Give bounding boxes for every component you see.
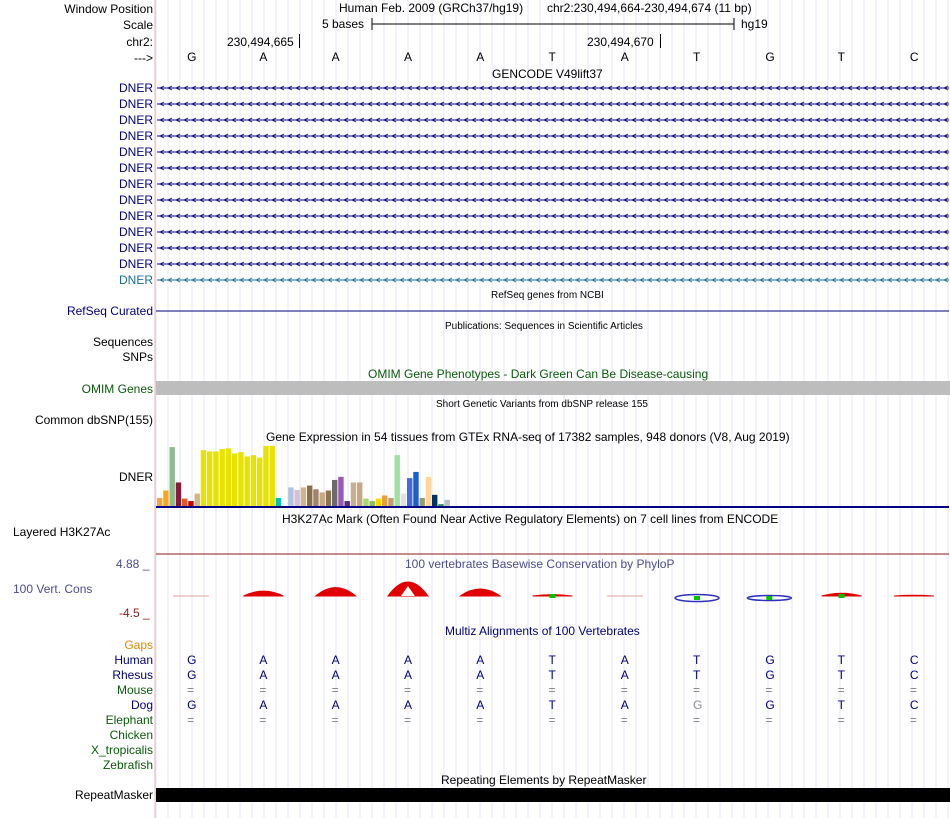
alignment-base: T xyxy=(837,698,845,712)
gtex-tissue-bar xyxy=(201,450,206,506)
gtex-tissue-bar xyxy=(295,490,300,506)
scale-db: hg19 xyxy=(741,17,768,31)
species-label-human[interactable]: Human xyxy=(114,653,153,667)
gtex-tissue-bar xyxy=(413,472,418,506)
assembly-text: Human Feb. 2009 (GRCh37/hg19) xyxy=(339,1,524,15)
gtex-tissue-bar xyxy=(163,491,168,507)
gtex-tissue-bar xyxy=(407,478,412,506)
species-label-x_tropicalis[interactable]: X_tropicalis xyxy=(90,743,153,757)
gencode-transcript-label[interactable]: DNER xyxy=(118,273,153,287)
gtex-tissue-bar xyxy=(326,491,331,507)
coord-right-tick xyxy=(660,34,661,48)
alignment-base: A xyxy=(259,653,268,667)
alignment-base: A xyxy=(403,668,412,682)
gtex-tissue-bar xyxy=(276,498,281,506)
gtex-tissue-bar xyxy=(301,487,306,506)
alignment-base: A xyxy=(259,668,268,682)
sequences-label[interactable]: Sequences xyxy=(92,335,153,349)
snps-label[interactable]: SNPs xyxy=(122,350,153,364)
repeatmasker-title: Repeating Elements by RepeatMasker xyxy=(441,773,647,787)
gtex-tissue-bar xyxy=(382,495,387,506)
phylop-positive-mark xyxy=(243,591,283,596)
phylop-snp-mark xyxy=(694,596,700,600)
repeatmasker-bar xyxy=(156,788,950,802)
omim-bar xyxy=(156,381,950,395)
base-9: T xyxy=(837,50,845,64)
alignment-base: G xyxy=(693,698,703,712)
gencode-transcript-label[interactable]: DNER xyxy=(118,209,153,223)
alignment-base: G xyxy=(765,668,775,682)
alignment-base: = xyxy=(403,683,411,697)
gencode-transcript-label[interactable]: DNER xyxy=(118,129,153,143)
gtex-tissue-bar xyxy=(245,456,250,506)
gtex-tissue-bar xyxy=(376,499,381,506)
gencode-transcript-label[interactable]: DNER xyxy=(118,97,153,111)
gtex-tissue-bar xyxy=(401,494,406,506)
phylop-snp-mark xyxy=(766,596,772,600)
gencode-transcript-label[interactable]: DNER xyxy=(118,81,153,95)
species-label-dog[interactable]: Dog xyxy=(130,698,153,712)
phylop-positive-mark xyxy=(894,595,934,596)
alignment-base: = xyxy=(259,713,267,727)
alignment-base: = xyxy=(548,683,556,697)
alignment-base: G xyxy=(765,653,775,667)
base-7: T xyxy=(693,50,701,64)
alignment-base: = xyxy=(187,683,195,697)
gtex-tissue-bar xyxy=(420,498,425,506)
chrom-label: chr2: xyxy=(126,35,153,49)
alignment-base: T xyxy=(837,653,845,667)
gtex-tissue-bar xyxy=(232,453,237,506)
alignment-base: A xyxy=(259,698,268,712)
species-label-chicken[interactable]: Chicken xyxy=(109,728,153,742)
gtex-tissue-bar xyxy=(357,482,362,506)
alignment-base: G xyxy=(187,668,197,682)
gtex-track xyxy=(157,446,450,506)
omim-title: OMIM Gene Phenotypes - Dark Green Can Be Disease-causing xyxy=(368,367,709,381)
alignment-base: = xyxy=(620,713,628,727)
alignment-base: = xyxy=(403,713,411,727)
scale-label: Scale xyxy=(122,18,153,32)
alignment-base: = xyxy=(837,713,845,727)
publications-title: Publications: Sequences in Scientific Articles xyxy=(445,321,643,332)
gtex-tissue-bar xyxy=(388,498,393,506)
gtex-tissue-bar xyxy=(270,446,275,506)
alignment-base: T xyxy=(693,653,701,667)
alignment-base: = xyxy=(331,683,339,697)
gtex-tissue-bar xyxy=(170,447,175,506)
alignment-base: = xyxy=(693,713,701,727)
alignment-base: = xyxy=(909,683,917,697)
gtex-tissue-bar xyxy=(238,452,243,506)
gtex-title: Gene Expression in 54 tissues from GTEx RNA-seq of 17382 samples, 948 donors (V8, Aug 2019) xyxy=(266,430,790,444)
species-label-zebrafish[interactable]: Zebrafish xyxy=(102,758,153,772)
phylop-max-label: 4.88 _ xyxy=(116,557,150,571)
alignment-base: A xyxy=(331,653,340,667)
alignment-base: = xyxy=(909,713,917,727)
dbsnp-title: Short Genetic Variants from dbSNP release 155 xyxy=(436,399,648,410)
gencode-transcript-label[interactable]: DNER xyxy=(118,257,153,271)
scale-text: 5 bases xyxy=(322,17,365,31)
alignment-base: A xyxy=(620,668,629,682)
base-8: G xyxy=(765,50,775,64)
refseq-label[interactable]: RefSeq Curated xyxy=(66,304,153,318)
gtex-tissue-bar xyxy=(207,451,212,506)
refseq-title: RefSeq genes from NCBI xyxy=(491,290,604,301)
gtex-tissue-bar xyxy=(220,449,225,506)
base-0: G xyxy=(187,50,197,64)
phylop-positive-mark xyxy=(316,588,356,596)
alignment-base: A xyxy=(476,653,485,667)
alignment-base: = xyxy=(476,683,484,697)
gtex-tissue-bar xyxy=(288,487,293,506)
coord-left-tick xyxy=(299,34,300,48)
alignment-base: C xyxy=(909,668,919,682)
alignment-base: A xyxy=(620,698,629,712)
species-label-elephant[interactable]: Elephant xyxy=(105,713,153,727)
position-text: chr2:230,494,664-230,494,674 (11 bp) xyxy=(547,1,752,15)
gtex-tissue-bar xyxy=(332,480,337,506)
h3k27ac-title: H3K27Ac Mark (Often Found Near Active Regulatory Elements) on 7 cell lines from ENCODE xyxy=(282,512,779,526)
base-5: T xyxy=(548,50,556,64)
gtex-tissue-bar xyxy=(426,477,431,506)
window-position-label: Window Position xyxy=(64,2,153,16)
alignment-base: A xyxy=(620,653,629,667)
gtex-tissue-bar xyxy=(195,494,200,506)
alignment-base: A xyxy=(331,668,340,682)
alignment-base: = xyxy=(693,683,701,697)
alignment-base: G xyxy=(187,698,197,712)
alignment-base: T xyxy=(548,653,556,667)
alignment-base: = xyxy=(548,713,556,727)
alignment-base: C xyxy=(909,653,919,667)
gencode-transcript-label[interactable]: DNER xyxy=(118,241,153,255)
gencode-transcript-label[interactable]: DNER xyxy=(118,145,153,159)
alignment-base: T xyxy=(837,668,845,682)
alignment-base: = xyxy=(331,713,339,727)
coord-right: 230,494,670 xyxy=(587,35,654,49)
phylop-green-mark xyxy=(839,594,845,598)
alignment-base: T xyxy=(693,668,701,682)
gencode-transcript-label[interactable]: DNER xyxy=(118,193,153,207)
base-10: C xyxy=(909,50,919,64)
gtex-tissue-bar xyxy=(445,500,450,506)
phylop-min-label: -4.5 _ xyxy=(119,606,150,620)
gtex-tissue-bar xyxy=(251,455,256,506)
omim-label[interactable]: OMIM Genes xyxy=(81,382,153,396)
repeatmasker-label[interactable]: RepeatMasker xyxy=(74,788,153,802)
alignment-base: = xyxy=(765,713,773,727)
gencode-transcript-label[interactable]: DNER xyxy=(118,113,153,127)
alignment-base: = xyxy=(765,683,773,697)
gencode-title: GENCODE V49lift37 xyxy=(492,67,603,81)
phylop-title: 100 vertebrates Basewise Conservation by PhyloP xyxy=(405,557,675,571)
base-3: A xyxy=(403,50,412,64)
phylop-green-mark xyxy=(550,594,556,598)
alignment-base: A xyxy=(331,698,340,712)
alignment-base: T xyxy=(548,698,556,712)
gtex-tissue-bar xyxy=(363,499,368,506)
alignment-base: = xyxy=(620,683,628,697)
scale-bar xyxy=(370,17,736,31)
gtex-tissue-bar xyxy=(320,492,325,506)
alignment-base: A xyxy=(403,653,412,667)
phylop-label[interactable]: 100 Vert. Cons xyxy=(13,582,93,596)
gaps-label[interactable]: Gaps xyxy=(124,638,153,652)
gtex-label[interactable]: DNER xyxy=(118,470,153,484)
gtex-tissue-bar xyxy=(432,495,437,506)
gtex-tissue-bar xyxy=(176,482,181,506)
gtex-tissue-bar xyxy=(345,501,350,506)
alignment-base: G xyxy=(765,698,775,712)
gtex-tissue-bar xyxy=(438,504,443,506)
gtex-tissue-bar xyxy=(182,499,187,506)
coord-left: 230,494,665 xyxy=(227,35,294,49)
base-2: A xyxy=(331,50,340,64)
alignment-base: C xyxy=(909,698,919,712)
species-label-mouse[interactable]: Mouse xyxy=(116,683,153,697)
strand-label: ---> xyxy=(134,51,153,65)
gencode-transcript-label[interactable]: DNER xyxy=(118,225,153,239)
gencode-transcript-label[interactable]: DNER xyxy=(118,177,153,191)
gtex-tissue-bar xyxy=(257,458,262,506)
alignment-base: = xyxy=(476,713,484,727)
alignment-base: T xyxy=(548,668,556,682)
alignment-base: G xyxy=(187,653,197,667)
gtex-tissue-bar xyxy=(263,446,268,506)
phylop-track xyxy=(173,582,934,602)
alignment-base: A xyxy=(476,698,485,712)
dbsnp-label[interactable]: Common dbSNP(155) xyxy=(34,413,153,427)
gtex-tissue-bar xyxy=(351,482,356,506)
species-label-rhesus[interactable]: Rhesus xyxy=(112,668,153,682)
gtex-tissue-bar xyxy=(307,486,312,506)
h3k27ac-label[interactable]: Layered H3K27Ac xyxy=(13,525,111,539)
gtex-tissue-bar xyxy=(157,498,162,506)
gencode-transcript-label[interactable]: DNER xyxy=(118,161,153,175)
gtex-tissue-bar xyxy=(395,455,400,506)
phylop-positive-mark xyxy=(460,589,500,596)
alignment-base: = xyxy=(837,683,845,697)
alignment-base: A xyxy=(403,698,412,712)
base-1: A xyxy=(259,50,268,64)
alignment-base: = xyxy=(259,683,267,697)
alignment-base: A xyxy=(476,668,485,682)
alignment-base: = xyxy=(187,713,195,727)
gtex-tissue-bar xyxy=(370,501,375,506)
gtex-tissue-bar xyxy=(226,448,231,506)
multiz-title: Multiz Alignments of 100 Vertebrates xyxy=(445,624,640,638)
gtex-tissue-bar xyxy=(213,451,218,506)
gtex-tissue-bar xyxy=(188,501,193,506)
base-4: A xyxy=(476,50,485,64)
base-6: A xyxy=(620,50,629,64)
gtex-tissue-bar xyxy=(313,489,318,506)
gtex-tissue-bar xyxy=(338,477,343,506)
